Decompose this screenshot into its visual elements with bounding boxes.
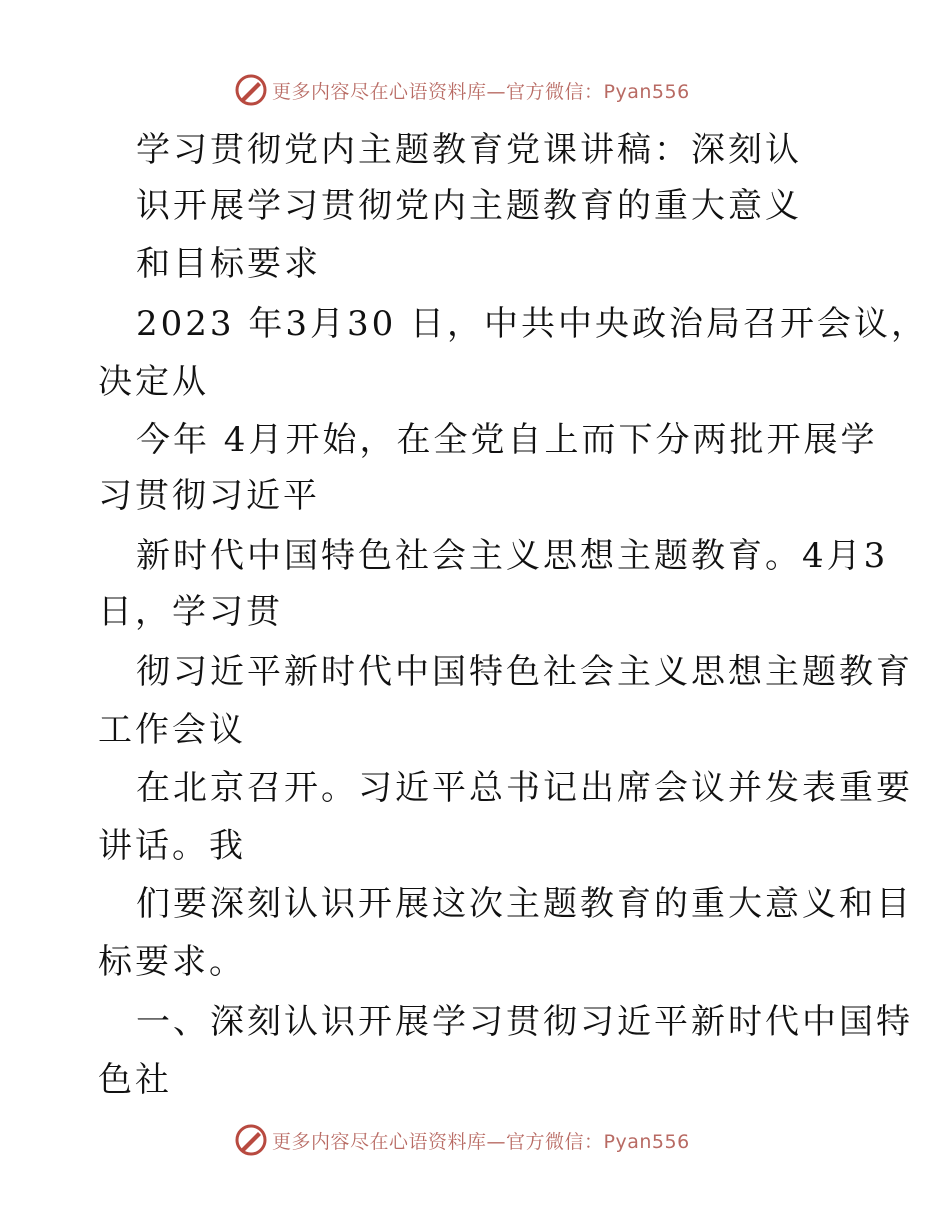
paragraph-line: 工作会议 (98, 710, 246, 750)
paragraph-line: 2023 年3月30 日，中共中央政治局召开会议， (136, 304, 929, 344)
paragraph-line: 讲话。我 (98, 826, 246, 866)
title-line: 和目标要求 (136, 244, 321, 284)
watermark-text: 更多内容尽在心语资料库—官方微信：Pyan556 (272, 1130, 690, 1153)
pen-logo-icon (234, 1123, 268, 1157)
paragraph-line: 新时代中国特色社会主义思想主题教育。4月3 (136, 536, 889, 576)
pen-logo-icon (234, 73, 268, 107)
paragraph-line: 在北京召开。习近平总书记出席会议并发表重要 (136, 768, 913, 808)
paragraph-line: 们要深刻认识开展这次主题教育的重大意义和目 (136, 884, 913, 924)
paragraph-line: 习贯彻习近平 (98, 476, 320, 516)
watermark-text: 更多内容尽在心语资料库—官方微信：Pyan556 (272, 80, 690, 103)
paragraph-line: 标要求。 (98, 942, 246, 982)
title-line: 识开展学习贯彻党内主题教育的重大意义 (136, 186, 802, 226)
section-heading-line: 色社 (98, 1060, 172, 1100)
paragraph-line: 彻习近平新时代中国特色社会主义思想主题教育 (136, 652, 913, 692)
section-heading-line: 一、深刻认识开展学习贯彻习近平新时代中国特 (136, 1002, 913, 1042)
watermark-footer (234, 1122, 714, 1158)
title-line: 学习贯彻党内主题教育党课讲稿：深刻认 (136, 130, 802, 170)
paragraph-line: 今年 4月开始，在全党自上而下分两批开展学 (136, 420, 878, 460)
paragraph-line: 决定从 (98, 362, 209, 402)
watermark-header (234, 72, 714, 108)
paragraph-line: 日，学习贯 (98, 592, 283, 632)
